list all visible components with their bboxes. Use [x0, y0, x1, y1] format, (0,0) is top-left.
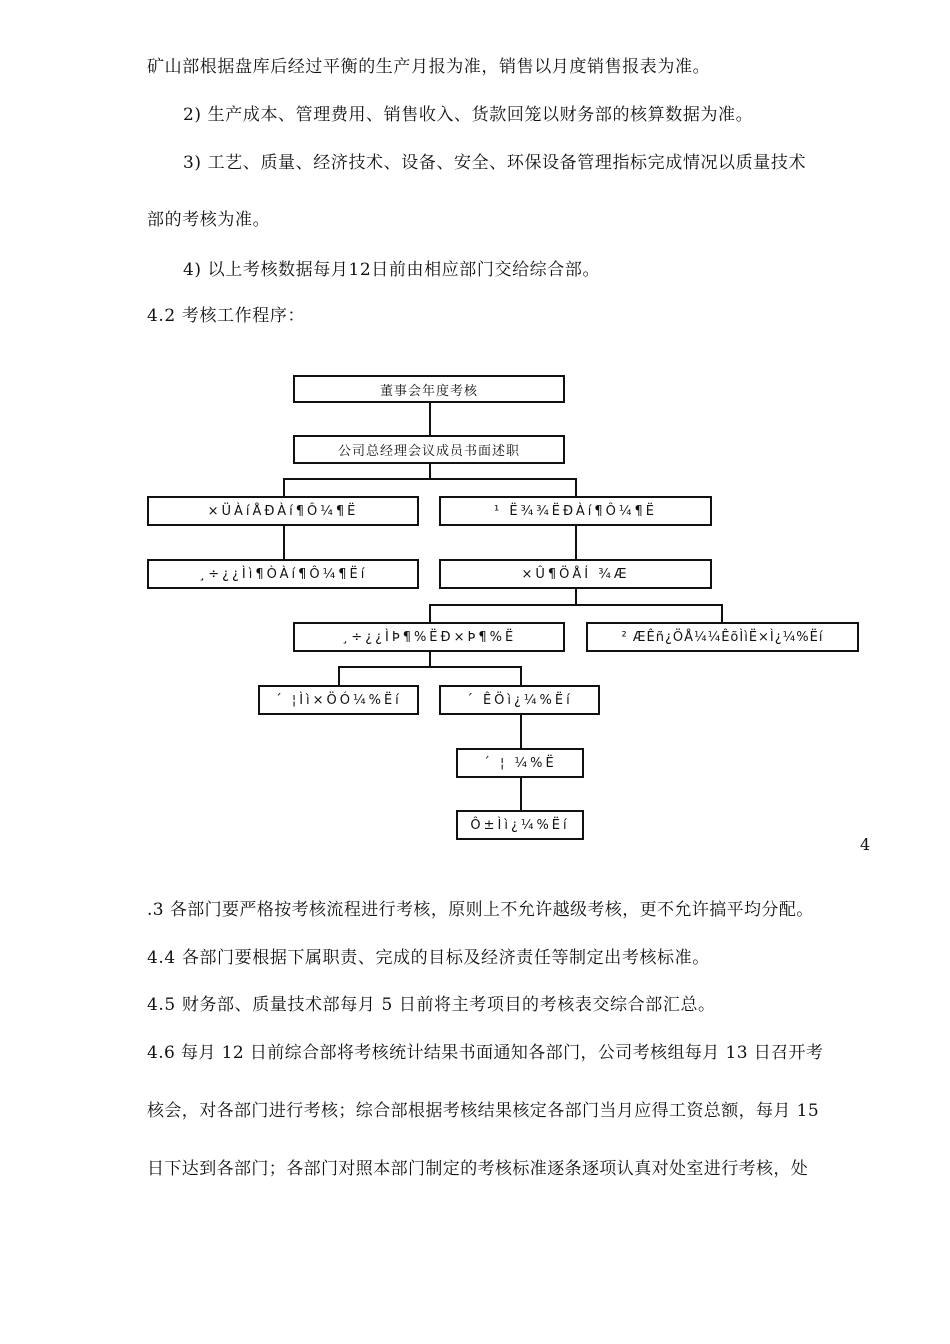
paragraph-line: .3 各部门要严格按考核流程进行考核，原则上不允许越级考核，更不允许搞平均分配。 — [147, 900, 814, 920]
flow-node: ×ÜÀíÅÐÀí¶Ô¼¶Ë — [147, 496, 419, 526]
paragraph-line: 3) 工艺、质量、经济技术、设备、安全、环保设备管理指标完成情况以质量技术 — [183, 153, 807, 173]
paragraph-line: 矿山部根据盘库后经过平衡的生产月报为准，销售以月度销售报表为准。 — [147, 57, 711, 77]
connector — [575, 525, 577, 560]
paragraph-line: 4.5 财务部、质量技术部每月 5 日前将主考项目的考核表交综合部汇总。 — [147, 995, 716, 1015]
paragraph-line: 4.4 各部门要根据下属职责、完成的目标及经济责任等制定出考核标准。 — [147, 948, 710, 968]
flow-node: ² ÆÊñ¿ÖÅ¼¼ÊõÌìË×Ì¿¼%Ëí — [586, 622, 859, 652]
flow-node: ¸÷¿¿ÌÞ¶%ËÐ×Þ¶%Ë — [293, 622, 565, 652]
flow-node-exec-report: 公司总经理会议成员书面述职 — [293, 435, 565, 464]
paragraph-line: 日下达到各部门；各部门对照本部门制定的考核标准逐条逐项认真对处室进行考核，处 — [147, 1159, 809, 1179]
flow-node-board-review: 董事会年度考核 — [293, 375, 565, 403]
flow-node: ´ ÊÖì¿¼%Ëí — [439, 685, 600, 715]
connector — [520, 666, 522, 686]
connector — [283, 478, 285, 497]
connector — [575, 588, 577, 605]
flow-node: ×Û¶ÖÅÍ ¾Æ — [439, 559, 712, 589]
connector — [283, 525, 285, 560]
paragraph-line: 2) 生产成本、管理费用、销售收入、货款回笼以财务部的核算数据为准。 — [183, 105, 754, 125]
paragraph-line: 部的考核为准。 — [147, 210, 271, 230]
section-heading: 4.2 考核工作程序： — [147, 306, 306, 326]
paragraph-line: 4) 以上考核数据每月12日前由相应部门交给综合部。 — [183, 260, 601, 280]
connector — [575, 478, 577, 497]
connector — [429, 604, 431, 623]
connector — [429, 402, 431, 436]
paragraph-line: 核会，对各部门进行考核；综合部根据考核结果核定各部门当月应得工资总额，每月 15 — [147, 1101, 820, 1121]
connector — [429, 463, 431, 479]
connector — [520, 777, 522, 811]
paragraph-line: 4.6 每月 12 日前综合部将考核统计结果书面通知各部门，公司考核组每月 13 日召开考 — [147, 1043, 824, 1063]
flow-node: ´ ¦ ¼%Ë — [456, 748, 584, 778]
page-number: 4 — [860, 835, 871, 854]
connector — [338, 666, 340, 686]
flow-node: ´ ¦Ìì×ÖÓ¼%Ëí — [258, 685, 419, 715]
connector — [721, 604, 723, 623]
connector — [429, 651, 431, 667]
connector — [283, 478, 577, 480]
connector — [429, 604, 723, 606]
connector — [338, 666, 522, 668]
flow-node: Ô±Ìì¿¼%Ëí — [456, 810, 584, 840]
flow-node: ¸÷¿¿Ìì¶ÒÀí¶Ô¼¶Ëí — [147, 559, 419, 589]
connector — [520, 714, 522, 749]
flow-node: ¹ Ë¾¾ËÐÀí¶Ô¼¶Ë — [439, 496, 712, 526]
